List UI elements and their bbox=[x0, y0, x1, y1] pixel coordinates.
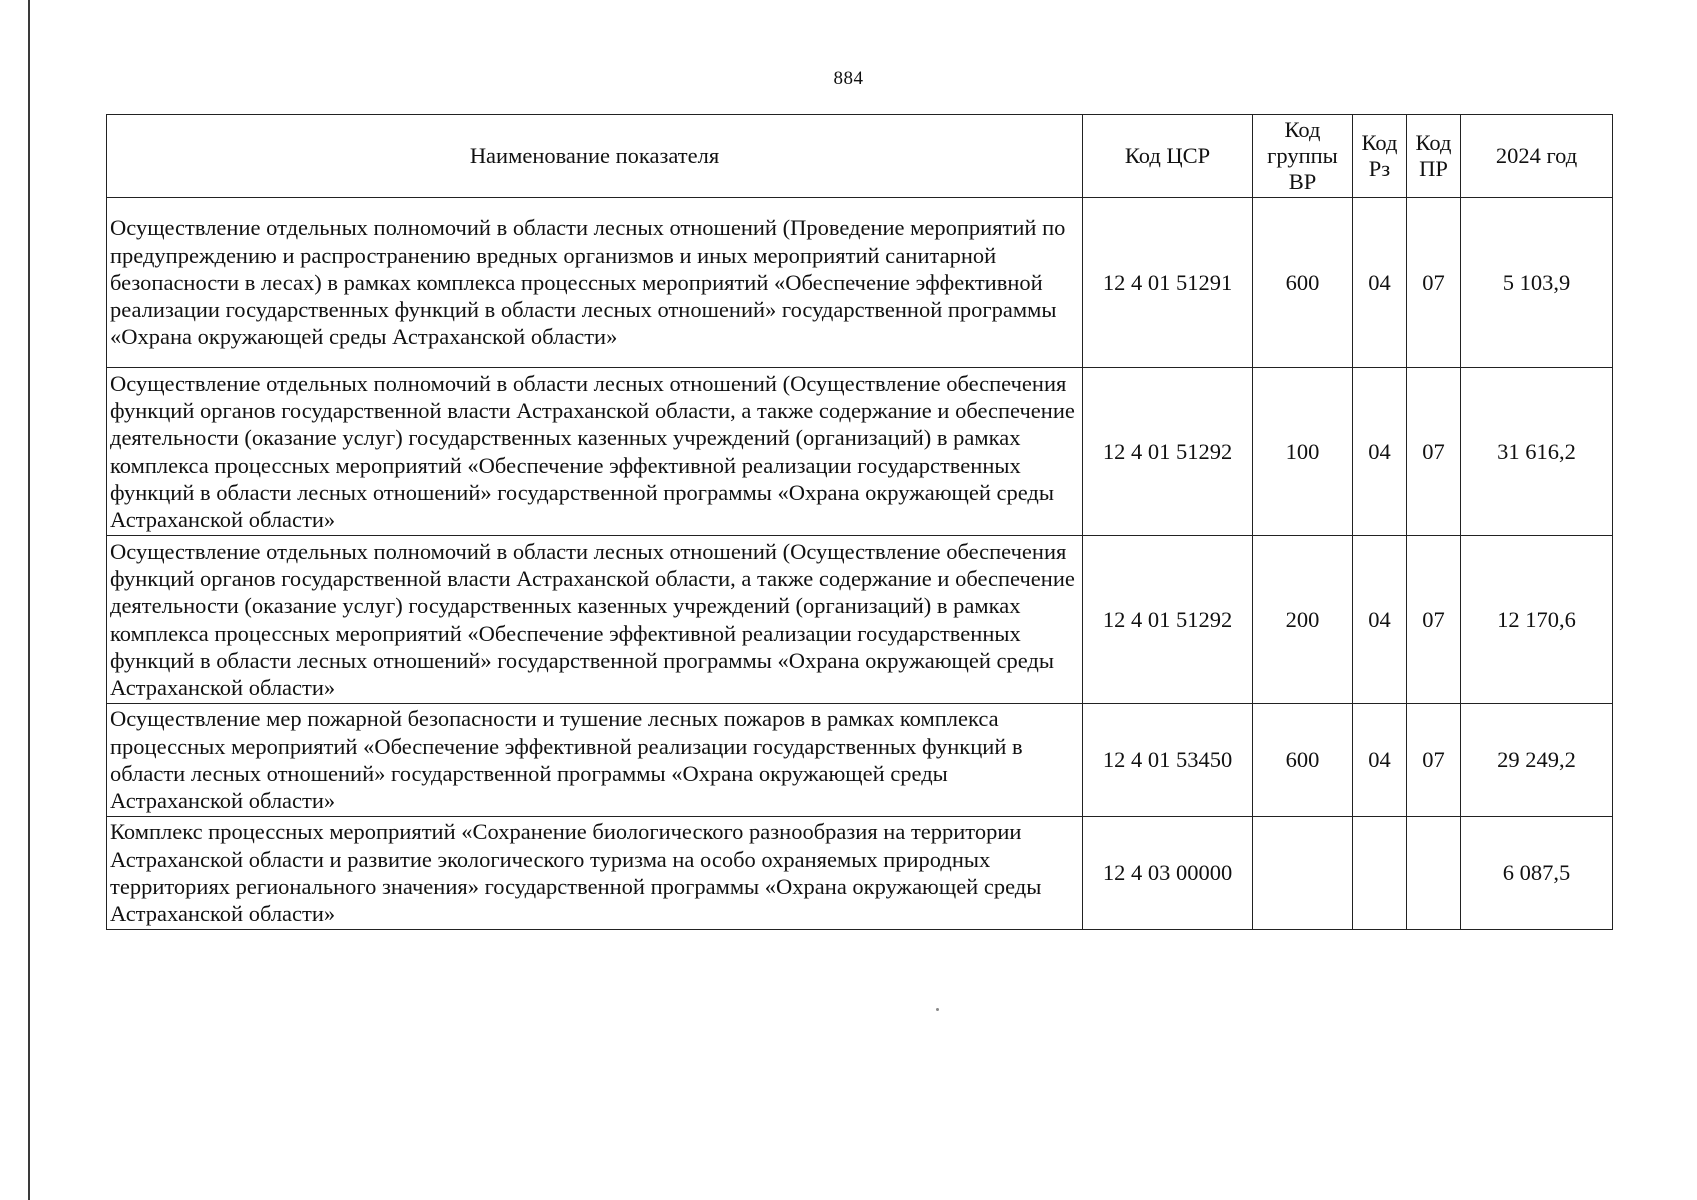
page-number: 884 bbox=[833, 68, 864, 89]
row-pr: 07 bbox=[1407, 536, 1461, 704]
header-rz: Код Рз bbox=[1353, 115, 1407, 198]
table-row bbox=[107, 536, 1613, 704]
header-vr: Код группы ВР bbox=[1253, 115, 1353, 198]
budget-table bbox=[106, 114, 1613, 930]
row-name: Комплекс процессных мероприятий «Сохранение биологического разнообразия на территории Астраханской области и развитие экологического туризма на особо охраняемых природных территориях регионального значения» государственной программы «Охрана окружающей среды Астраханской области» bbox=[107, 817, 1083, 930]
header-pr: Код ПР bbox=[1407, 115, 1461, 198]
header-year: 2024 год bbox=[1461, 115, 1613, 198]
row-rz: 04 bbox=[1353, 536, 1407, 704]
row-vr bbox=[1253, 817, 1353, 930]
row-vr: 600 bbox=[1253, 704, 1353, 817]
row-pr: 07 bbox=[1407, 704, 1461, 817]
row-pr: 07 bbox=[1407, 368, 1461, 536]
row-vr: 100 bbox=[1253, 368, 1353, 536]
table-row bbox=[107, 368, 1613, 536]
row-csr: 12 4 01 53450 bbox=[1083, 704, 1253, 817]
row-amount: 31 616,2 bbox=[1461, 368, 1613, 536]
row-csr: 12 4 03 00000 bbox=[1083, 817, 1253, 930]
header-name: Наименование показателя bbox=[107, 115, 1083, 198]
row-amount: 12 170,6 bbox=[1461, 536, 1613, 704]
row-rz: 04 bbox=[1353, 368, 1407, 536]
row-amount: 6 087,5 bbox=[1461, 817, 1613, 930]
page-binding-edge bbox=[28, 0, 30, 1200]
row-rz bbox=[1353, 817, 1407, 930]
row-rz: 04 bbox=[1353, 198, 1407, 368]
row-csr: 12 4 01 51292 bbox=[1083, 536, 1253, 704]
scan-speck bbox=[936, 1008, 939, 1011]
row-name: Осуществление отдельных полномочий в области лесных отношений (Осуществление обеспечения функций органов государственной власти Астраханской области, а также содержание и обеспечение деятельности (оказание услуг) государственных казенных учреждений (организаций) в рамках комплекса процессных мероприятий «Обеспечение эффективной реализации государственных функций в области лесных отношений» государственной программы «Охрана окружающей среды Астраханской области» bbox=[107, 536, 1083, 704]
row-name: Осуществление мер пожарной безопасности и тушение лесных пожаров в рамках комплекса процессных мероприятий «Обеспечение эффективной реализации государственных функций в области лесных отношений» государственной программы «Охрана окружающей среды Астраханской области» bbox=[107, 704, 1083, 817]
row-csr: 12 4 01 51292 bbox=[1083, 368, 1253, 536]
table-row bbox=[107, 817, 1613, 930]
row-amount: 29 249,2 bbox=[1461, 704, 1613, 817]
row-rz: 04 bbox=[1353, 704, 1407, 817]
row-pr bbox=[1407, 817, 1461, 930]
row-pr: 07 bbox=[1407, 198, 1461, 368]
table-row bbox=[107, 198, 1613, 368]
row-name: Осуществление отдельных полномочий в области лесных отношений (Осуществление обеспечения функций органов государственной власти Астраханской области, а также содержание и обеспечение деятельности (оказание услуг) государственных казенных учреждений (организаций) в рамках комплекса процессных мероприятий «Обеспечение эффективной реализации государственных функций в области лесных отношений» государственной программы «Охрана окружающей среды Астраханской области» bbox=[107, 368, 1083, 536]
header-csr: Код ЦСР bbox=[1083, 115, 1253, 198]
row-vr: 600 bbox=[1253, 198, 1353, 368]
table-header-row bbox=[107, 115, 1613, 198]
row-name: Осуществление отдельных полномочий в области лесных отношений (Проведение мероприятий по предупреждению и распространению вредных организмов и иных мероприятий санитарной безопасности в лесах) в рамках комплекса процессных мероприятий «Обеспечение эффективной реализации государственных функций в области лесных отношений» государственной программы «Охрана окружающей среды Астраханской области» bbox=[107, 198, 1083, 368]
row-amount: 5 103,9 bbox=[1461, 198, 1613, 368]
table-row bbox=[107, 704, 1613, 817]
row-csr: 12 4 01 51291 bbox=[1083, 198, 1253, 368]
row-vr: 200 bbox=[1253, 536, 1353, 704]
